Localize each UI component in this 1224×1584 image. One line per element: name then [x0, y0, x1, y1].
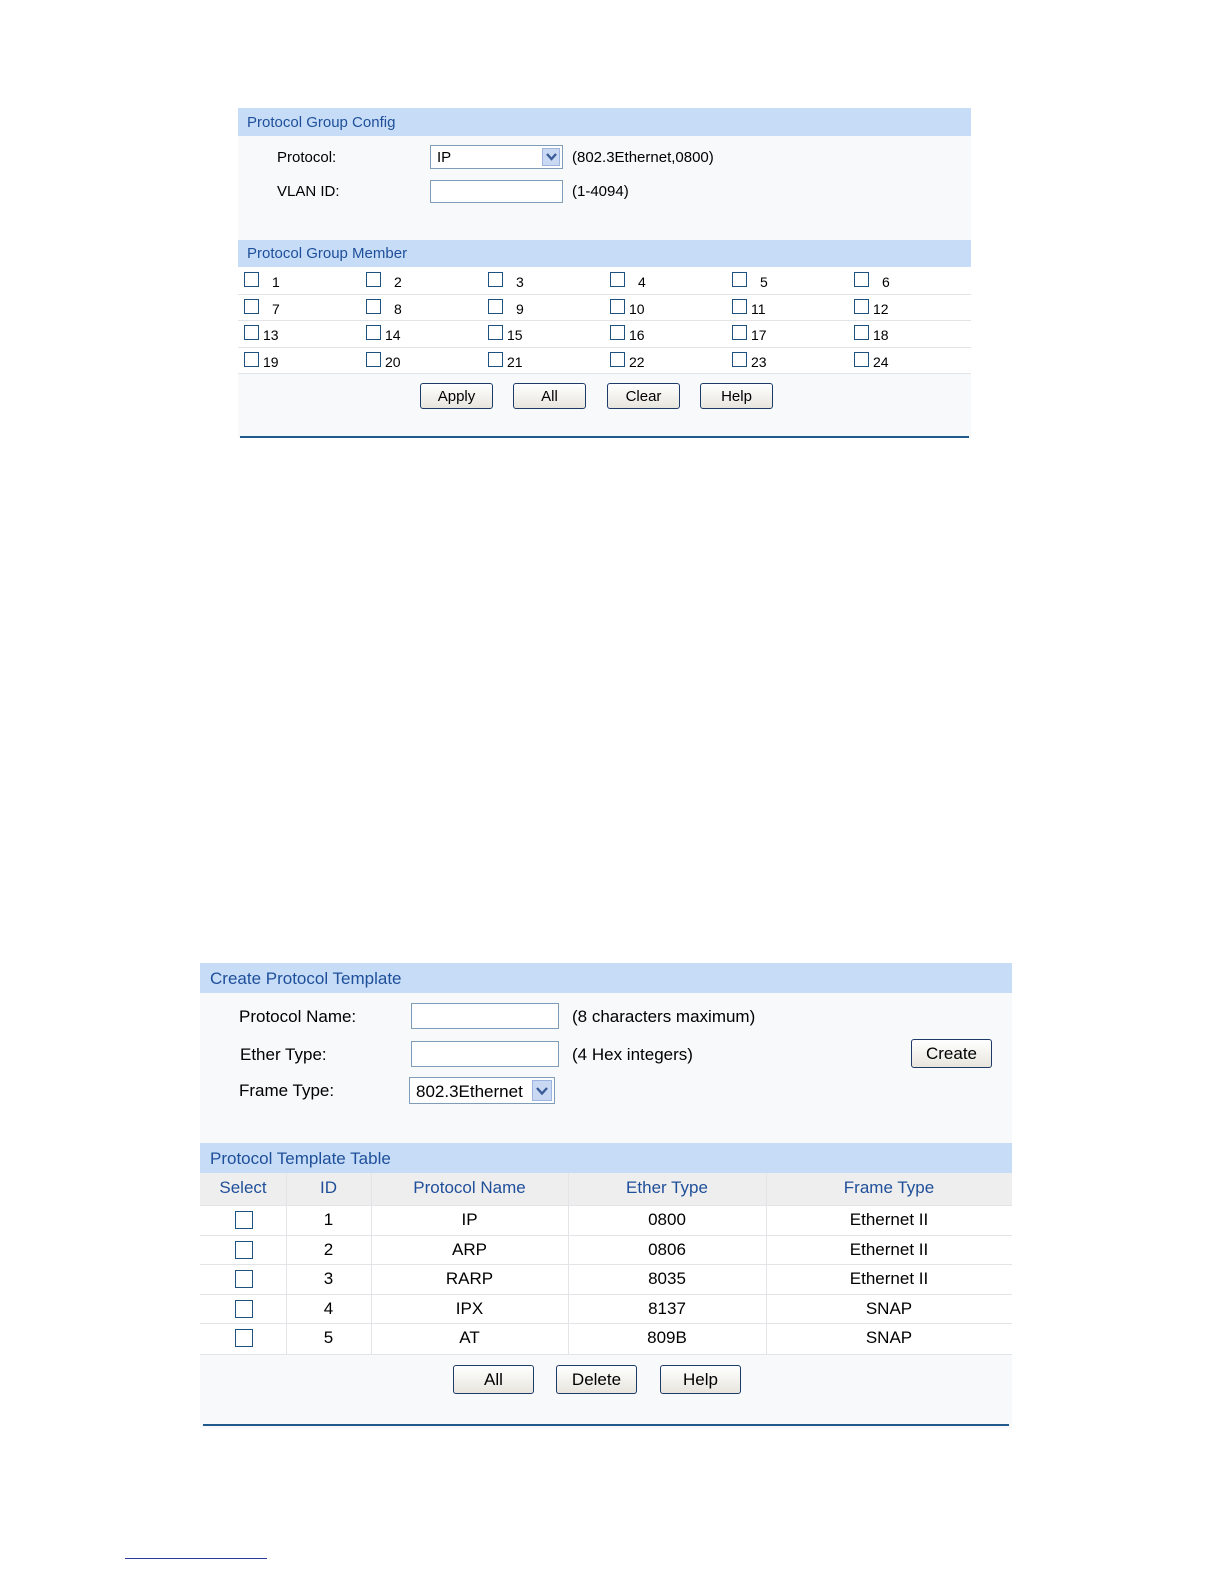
row-select-checkbox[interactable]	[235, 1211, 253, 1229]
protocol-group-config-panel	[238, 108, 971, 438]
port-label: 2	[394, 274, 402, 290]
protocol-select[interactable]	[430, 145, 563, 169]
all-button[interactable]: All	[513, 383, 586, 409]
table-row-divider	[200, 1294, 1012, 1295]
row-id: 5	[323, 1328, 334, 1347]
member-buttons	[238, 382, 971, 410]
port-checkbox-17[interactable]	[732, 325, 747, 340]
protocol-template-table-title: Protocol Template Table	[210, 1149, 391, 1168]
table-bottom-border	[200, 1354, 1012, 1355]
column-header-select: Select	[219, 1178, 267, 1197]
port-label: 18	[873, 327, 889, 343]
port-label: 8	[394, 300, 402, 317]
port-checkbox-11[interactable]	[732, 299, 747, 314]
row-id: 2	[323, 1239, 334, 1259]
member-grid	[238, 267, 971, 373]
port-checkbox-15[interactable]	[488, 325, 503, 340]
port-label: 11	[751, 300, 766, 317]
row-select-checkbox[interactable]	[235, 1300, 253, 1318]
column-header-id: ID	[320, 1178, 337, 1197]
port-checkbox-2[interactable]	[366, 272, 381, 287]
frame-type-label: Frame Type:	[239, 1081, 335, 1100]
row-select-checkbox[interactable]	[235, 1241, 253, 1259]
port-checkbox-18[interactable]	[854, 325, 869, 340]
template-delete-button[interactable]: Delete	[556, 1365, 637, 1394]
port-label: 10	[629, 300, 645, 317]
row-frame-type: Ethernet II	[849, 1269, 929, 1288]
row-ether-type: 8137	[648, 1298, 686, 1318]
protocol-label: Protocol:	[277, 149, 337, 166]
port-label: 20	[385, 353, 401, 370]
row-protocol-name: IPX	[455, 1298, 484, 1318]
create-protocol-template-title: Create Protocol Template	[210, 969, 402, 988]
template-divider	[203, 1424, 1009, 1426]
group-config-divider	[240, 436, 969, 438]
protocol-template-table-header	[200, 1143, 1012, 1173]
port-checkbox-12[interactable]	[854, 299, 869, 314]
port-checkbox-23[interactable]	[732, 352, 747, 367]
create-protocol-template-header	[200, 963, 1012, 993]
protocol-name-hint: (8 characters maximum)	[572, 1007, 756, 1026]
row-select-checkbox[interactable]	[235, 1270, 253, 1288]
create-protocol-template-panel	[200, 963, 1012, 1428]
ether-type-label: Ether Type:	[240, 1045, 327, 1064]
port-label: 12	[873, 300, 889, 317]
port-checkbox-1[interactable]	[244, 272, 259, 287]
frame-type-select[interactable]	[409, 1077, 555, 1104]
port-checkbox-22[interactable]	[610, 352, 625, 367]
row-frame-type: Ethernet II	[849, 1239, 929, 1259]
port-label: 23	[751, 353, 767, 370]
port-checkbox-9[interactable]	[488, 299, 503, 314]
clear-button[interactable]: Clear	[607, 383, 680, 409]
row-ether-type: 8035	[648, 1269, 686, 1288]
frame-type-select-value: 802.3Ethernet	[416, 1082, 523, 1101]
ether-type-hint: (4 Hex integers)	[572, 1045, 693, 1064]
port-checkbox-19[interactable]	[244, 352, 259, 367]
protocol-hint: (802.3Ethernet,0800)	[572, 149, 714, 166]
port-checkbox-6[interactable]	[854, 272, 869, 287]
member-row-divider	[238, 373, 971, 374]
row-id: 3	[323, 1269, 334, 1288]
template-buttons	[200, 1364, 1012, 1394]
protocol-group-config-title: Protocol Group Config	[247, 114, 396, 131]
protocol-select-value: IP	[437, 149, 452, 166]
vlan-id-label: VLAN ID:	[277, 183, 340, 200]
row-protocol-name: AT	[459, 1328, 480, 1347]
port-label: 6	[882, 274, 890, 290]
row-frame-type: SNAP	[865, 1328, 913, 1347]
column-header-ether-type: Ether Type	[626, 1178, 708, 1197]
protocol-name-label: Protocol Name:	[239, 1007, 357, 1026]
port-label: 16	[629, 327, 645, 343]
apply-button[interactable]: Apply	[420, 383, 493, 409]
row-ether-type: 0800	[648, 1210, 686, 1229]
port-label: 24	[873, 353, 889, 370]
protocol-name-input[interactable]	[411, 1003, 559, 1029]
table-row-divider	[200, 1235, 1012, 1236]
protocol-template-table	[200, 1173, 1012, 1355]
port-label: 13	[263, 327, 279, 343]
port-label: 9	[516, 300, 524, 317]
table-row-divider	[200, 1205, 1012, 1206]
column-header-protocol-name: Protocol Name	[413, 1178, 526, 1197]
chevron-down-icon[interactable]	[542, 148, 560, 166]
port-label: 3	[516, 274, 524, 290]
port-checkbox-7[interactable]	[244, 299, 259, 314]
row-protocol-name: RARP	[445, 1269, 494, 1288]
port-checkbox-20[interactable]	[366, 352, 381, 367]
port-label: 5	[760, 274, 768, 290]
port-label: 4	[638, 274, 646, 290]
port-label: 15	[507, 327, 523, 343]
member-row-divider	[238, 320, 971, 321]
help-button[interactable]: Help	[700, 383, 773, 409]
create-button[interactable]: Create	[911, 1039, 992, 1068]
row-ether-type: 809B	[647, 1328, 687, 1347]
column-header-frame-type: Frame Type	[843, 1178, 935, 1197]
row-frame-type: SNAP	[865, 1298, 913, 1318]
protocol-group-member-title: Protocol Group Member	[247, 245, 408, 262]
port-label: 19	[263, 353, 279, 370]
row-frame-type: Ethernet II	[849, 1210, 929, 1229]
port-checkbox-8[interactable]	[366, 299, 381, 314]
row-id: 1	[323, 1210, 334, 1229]
member-row-divider	[238, 294, 971, 295]
vlan-id-input[interactable]	[430, 180, 563, 203]
port-checkbox-14[interactable]	[366, 325, 381, 340]
port-checkbox-16[interactable]	[610, 325, 625, 340]
template-all-button[interactable]: All	[453, 1365, 534, 1394]
port-label: 14	[385, 327, 401, 343]
port-checkbox-13[interactable]	[244, 325, 259, 340]
row-protocol-name: ARP	[452, 1239, 487, 1259]
protocol-group-member-header	[238, 240, 971, 267]
protocol-group-config-header	[238, 108, 971, 136]
port-checkbox-24[interactable]	[854, 352, 869, 367]
table-row-divider	[200, 1323, 1012, 1324]
row-ether-type: 0806	[648, 1239, 686, 1259]
port-checkbox-21[interactable]	[488, 352, 503, 367]
ether-type-input[interactable]	[411, 1041, 559, 1067]
row-protocol-name: IP	[461, 1210, 478, 1229]
port-label: 1	[272, 274, 280, 290]
footnote-rule	[125, 1558, 267, 1559]
port-checkbox-4[interactable]	[610, 272, 625, 287]
row-select-checkbox[interactable]	[235, 1329, 253, 1347]
vlan-id-hint: (1-4094)	[572, 183, 629, 200]
port-checkbox-10[interactable]	[610, 299, 625, 314]
port-label: 21	[507, 353, 523, 370]
port-label: 17	[751, 327, 767, 343]
port-checkbox-5[interactable]	[732, 272, 747, 287]
port-checkbox-3[interactable]	[488, 272, 503, 287]
template-help-button[interactable]: Help	[660, 1365, 741, 1394]
member-row-divider	[238, 347, 971, 348]
row-id: 4	[323, 1298, 334, 1318]
port-label: 22	[629, 353, 645, 370]
chevron-down-icon[interactable]	[532, 1080, 552, 1101]
port-label: 7	[272, 300, 280, 317]
table-row-divider	[200, 1264, 1012, 1265]
